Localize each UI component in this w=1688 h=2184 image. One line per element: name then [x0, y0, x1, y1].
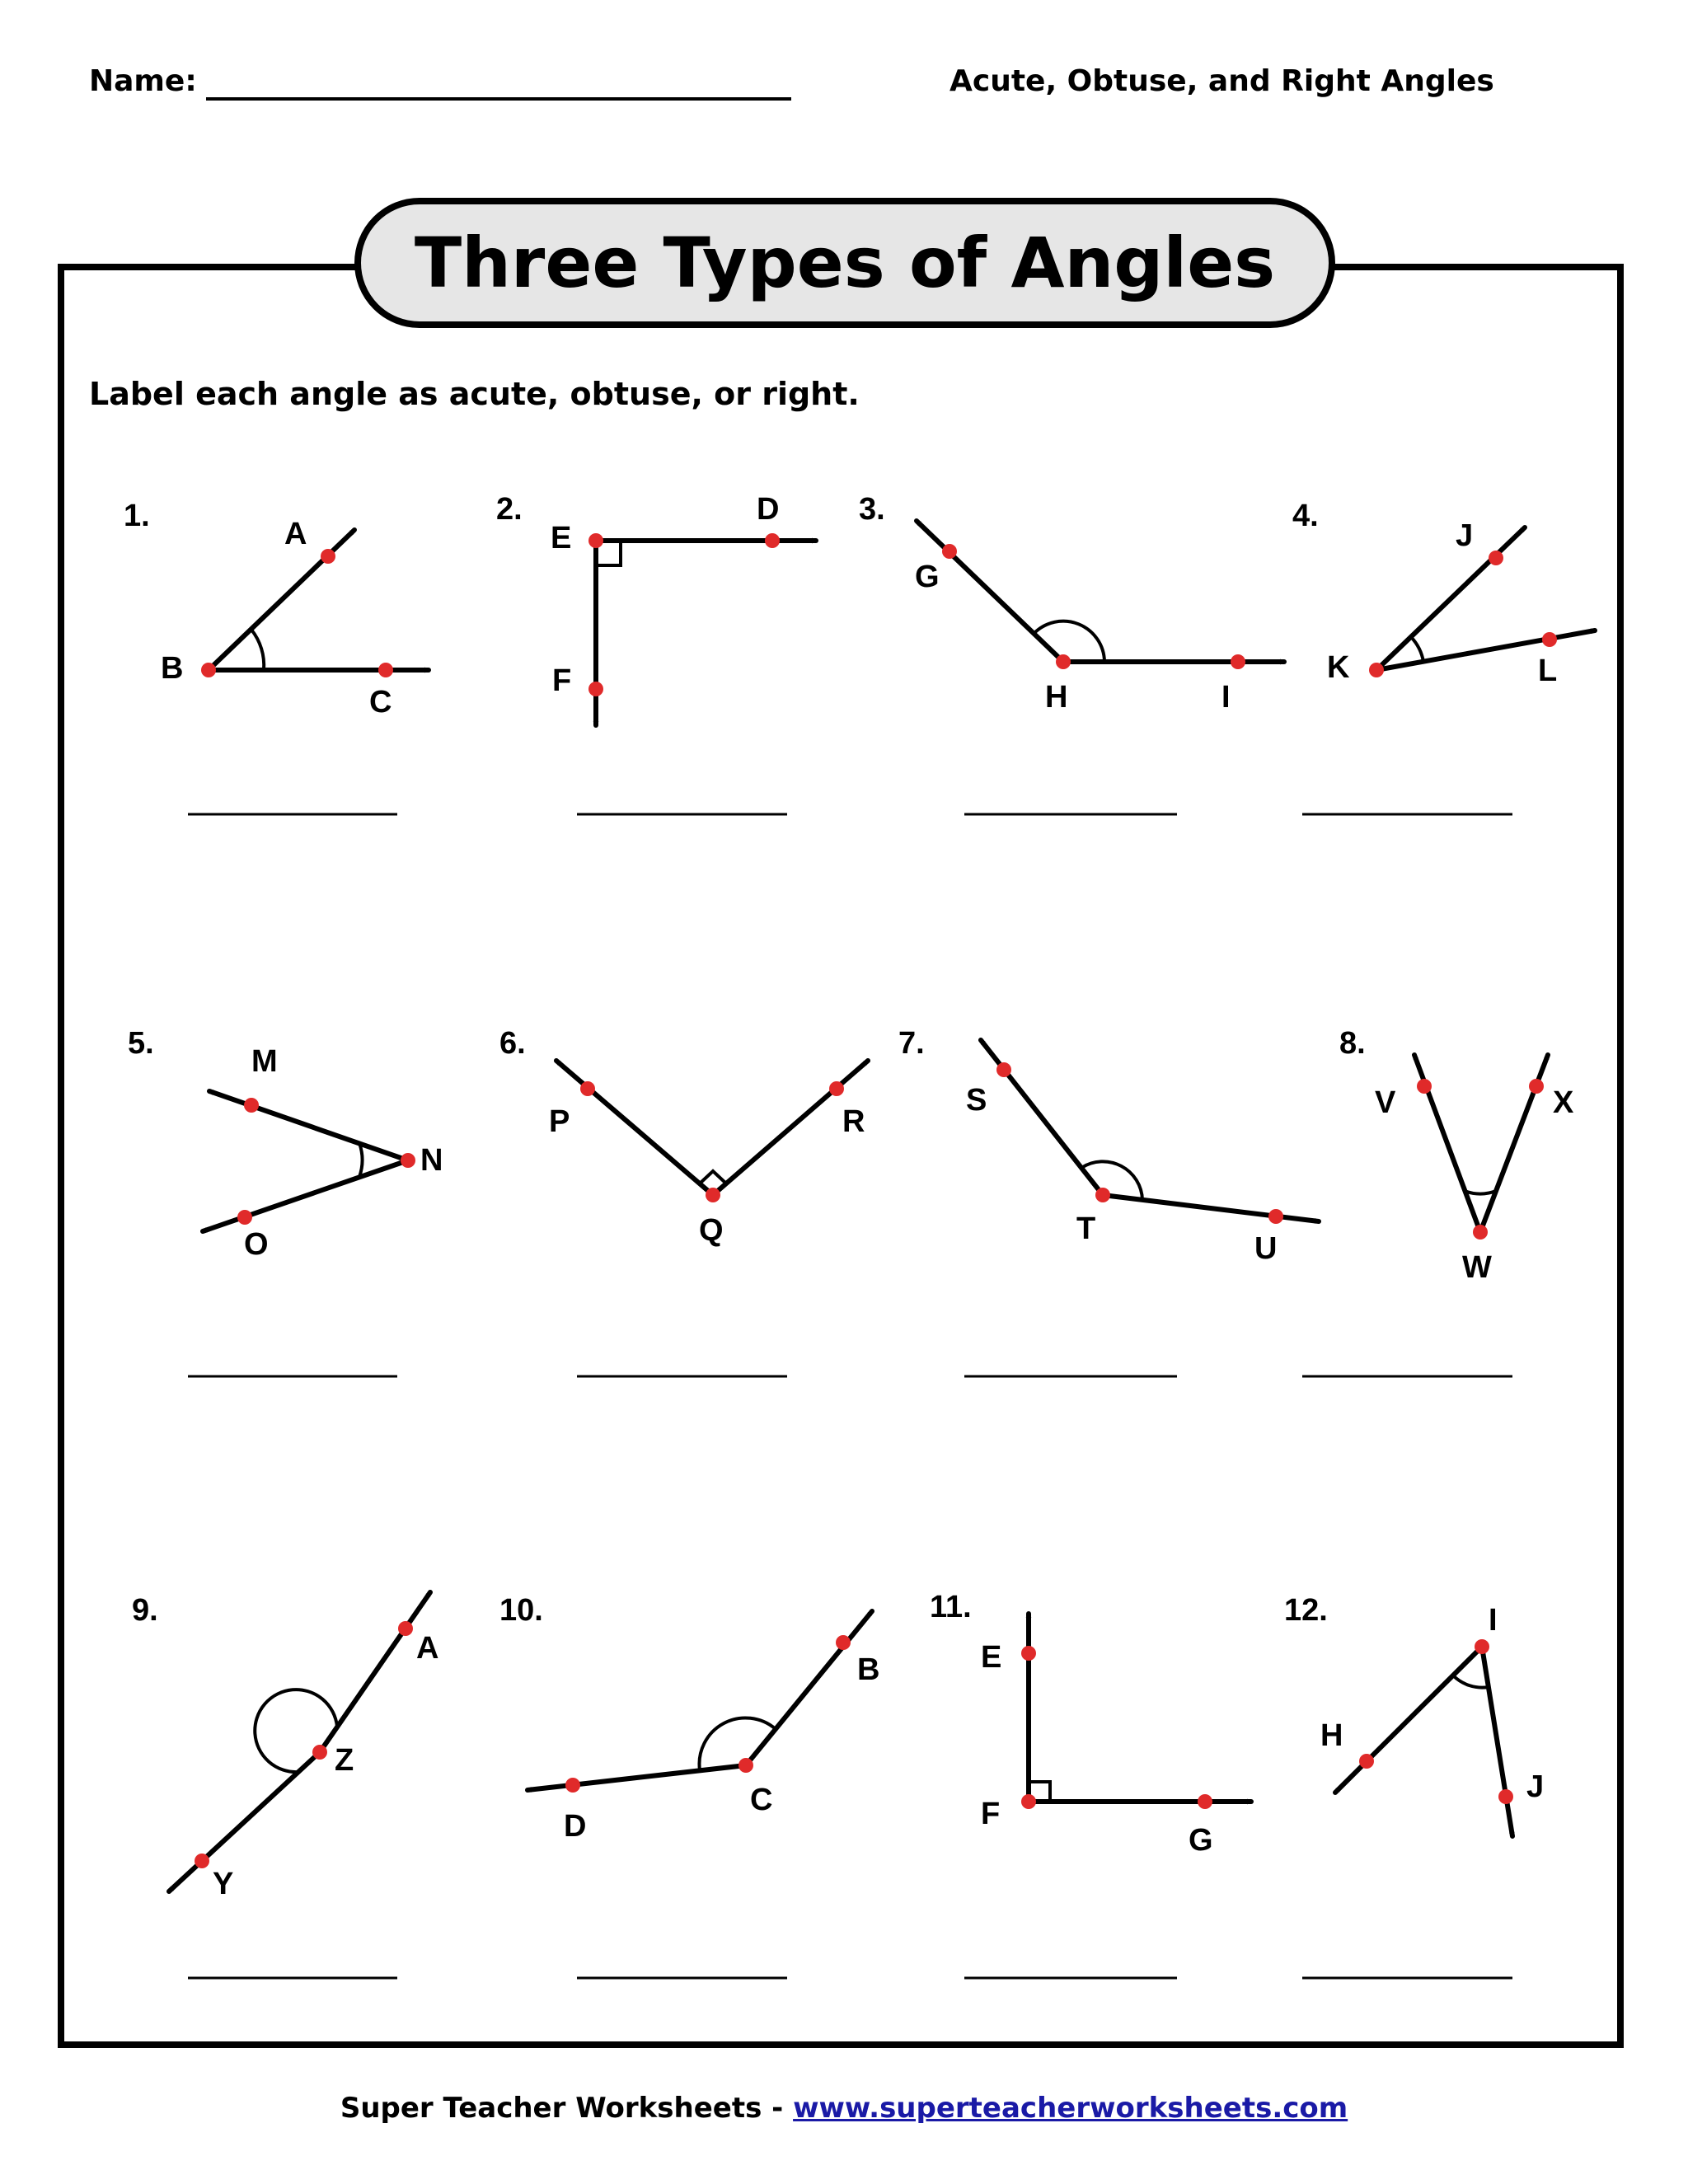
point-label: J: [1456, 518, 1474, 553]
angle-marker: [700, 1171, 726, 1183]
point-marker: [588, 682, 603, 696]
point-marker: [565, 1778, 580, 1793]
point-marker: [996, 1062, 1011, 1077]
angle-ray: [556, 1061, 713, 1195]
point-marker: [738, 1758, 753, 1773]
problem-number: 5.: [128, 1026, 154, 1061]
problem-number: 1.: [124, 499, 150, 533]
page-title: Three Types of Angles: [354, 198, 1335, 328]
point-marker: [1369, 663, 1384, 677]
name-label: Name:: [89, 64, 197, 98]
point-label: H: [1045, 680, 1068, 715]
angle-problem-9: [132, 1592, 438, 1978]
point-label: O: [244, 1227, 269, 1262]
angle-ray: [203, 1160, 408, 1231]
point-label: A: [284, 517, 307, 551]
point-marker: [765, 533, 780, 548]
angle-ray: [528, 1765, 746, 1790]
angle-marker: [359, 1143, 362, 1177]
angle-problem-6: [499, 1026, 868, 1376]
point-marker: [580, 1081, 595, 1096]
angle-marker: [1465, 1191, 1496, 1194]
point-label: C: [369, 685, 392, 719]
point-label: R: [842, 1104, 865, 1139]
problem-number: 2.: [496, 492, 523, 527]
angle-ray: [746, 1611, 872, 1765]
footer: [0, 2092, 1688, 2125]
angle-problem-2: [496, 492, 816, 814]
angle-problem-5: [128, 1026, 443, 1376]
angle-problem-3: [859, 492, 1284, 814]
point-marker: [1417, 1079, 1432, 1094]
point-marker: [706, 1188, 720, 1202]
angle-problem-8: [1302, 1026, 1574, 1376]
point-label: E: [551, 521, 572, 555]
point-label: C: [750, 1783, 773, 1817]
angle-ray: [1103, 1195, 1319, 1221]
angle-marker: [1411, 637, 1423, 662]
point-label: T: [1076, 1212, 1096, 1246]
problem-number: 6.: [499, 1026, 526, 1061]
point-label: D: [564, 1809, 587, 1844]
angle-problem-12: [1284, 1593, 1544, 1978]
point-marker: [1095, 1188, 1110, 1202]
point-marker: [1198, 1794, 1212, 1809]
point-label: E: [981, 1640, 1002, 1675]
point-marker: [1359, 1754, 1374, 1769]
point-label: Z: [335, 1743, 354, 1778]
problem-number: 8.: [1339, 1026, 1366, 1061]
point-marker: [1231, 654, 1245, 669]
problem-number: 11.: [930, 1590, 972, 1624]
problem-number: 9.: [132, 1593, 158, 1628]
angle-marker: [255, 1690, 337, 1772]
angle-problem-10: [499, 1593, 879, 1978]
point-marker: [836, 1635, 851, 1650]
point-label: F: [552, 663, 572, 698]
point-label: V: [1375, 1085, 1396, 1120]
point-label: A: [416, 1631, 439, 1666]
point-label: G: [915, 560, 940, 594]
point-marker: [1529, 1079, 1544, 1094]
angle-marker: [1453, 1675, 1489, 1688]
point-label: L: [1538, 654, 1558, 688]
point-label: H: [1320, 1718, 1343, 1753]
problem-number: 3.: [859, 492, 885, 527]
angle-problem-1: [124, 499, 429, 814]
point-marker: [1489, 551, 1503, 565]
angle-ray: [1482, 1647, 1512, 1836]
angle-ray: [320, 1592, 430, 1752]
point-label: J: [1526, 1769, 1545, 1804]
point-marker: [401, 1153, 415, 1168]
point-label: P: [549, 1104, 570, 1139]
point-label: I: [1221, 680, 1231, 715]
point-marker: [1498, 1789, 1513, 1804]
point-marker: [244, 1098, 259, 1113]
point-label: N: [420, 1143, 443, 1178]
problem-number: 12.: [1284, 1593, 1328, 1628]
point-label: G: [1189, 1823, 1213, 1858]
point-label: D: [757, 492, 780, 527]
point-marker: [1475, 1639, 1489, 1654]
point-label: U: [1254, 1231, 1278, 1266]
footer-text: Super Teacher Worksheets -: [340, 2092, 794, 2125]
worksheet-topic: Acute, Obtuse, and Right Angles: [950, 64, 1494, 98]
point-marker: [195, 1854, 209, 1868]
point-label: S: [966, 1083, 987, 1118]
angle-problem-7: [898, 1026, 1319, 1376]
point-marker: [312, 1745, 327, 1760]
point-label: I: [1489, 1603, 1498, 1638]
point-marker: [1056, 654, 1071, 669]
problem-number: 7.: [898, 1026, 925, 1061]
problem-number: 4.: [1292, 499, 1319, 533]
point-marker: [1021, 1794, 1036, 1809]
point-label: F: [981, 1797, 1001, 1831]
point-label: B: [857, 1652, 880, 1687]
footer-link[interactable]: www.superteacherworksheets.com: [793, 2092, 1348, 2125]
point-label: Q: [699, 1213, 724, 1248]
point-label: B: [161, 651, 184, 686]
angle-ray: [981, 1040, 1103, 1195]
point-marker: [1542, 632, 1557, 647]
point-marker: [237, 1210, 252, 1225]
point-marker: [1268, 1209, 1283, 1224]
point-label: W: [1462, 1250, 1492, 1285]
point-marker: [588, 533, 603, 548]
point-label: K: [1327, 650, 1350, 685]
point-label: M: [251, 1044, 278, 1079]
point-marker: [829, 1081, 844, 1096]
instruction-text: Label each angle as acute, obtuse, or right.: [89, 376, 860, 412]
angle-problem-4: [1292, 499, 1595, 814]
angle-ray: [209, 1091, 408, 1160]
point-marker: [201, 663, 216, 677]
angle-marker: [251, 630, 264, 670]
point-marker: [321, 549, 335, 564]
problem-number: 10.: [499, 1593, 543, 1628]
angle-problem-11: [930, 1590, 1251, 1978]
point-marker: [942, 544, 957, 559]
point-marker: [1021, 1646, 1036, 1661]
point-marker: [378, 663, 393, 677]
point-label: X: [1553, 1085, 1574, 1120]
point-marker: [398, 1621, 413, 1636]
point-marker: [1473, 1225, 1488, 1240]
point-label: Y: [213, 1867, 234, 1901]
angle-ray: [1335, 1647, 1482, 1793]
